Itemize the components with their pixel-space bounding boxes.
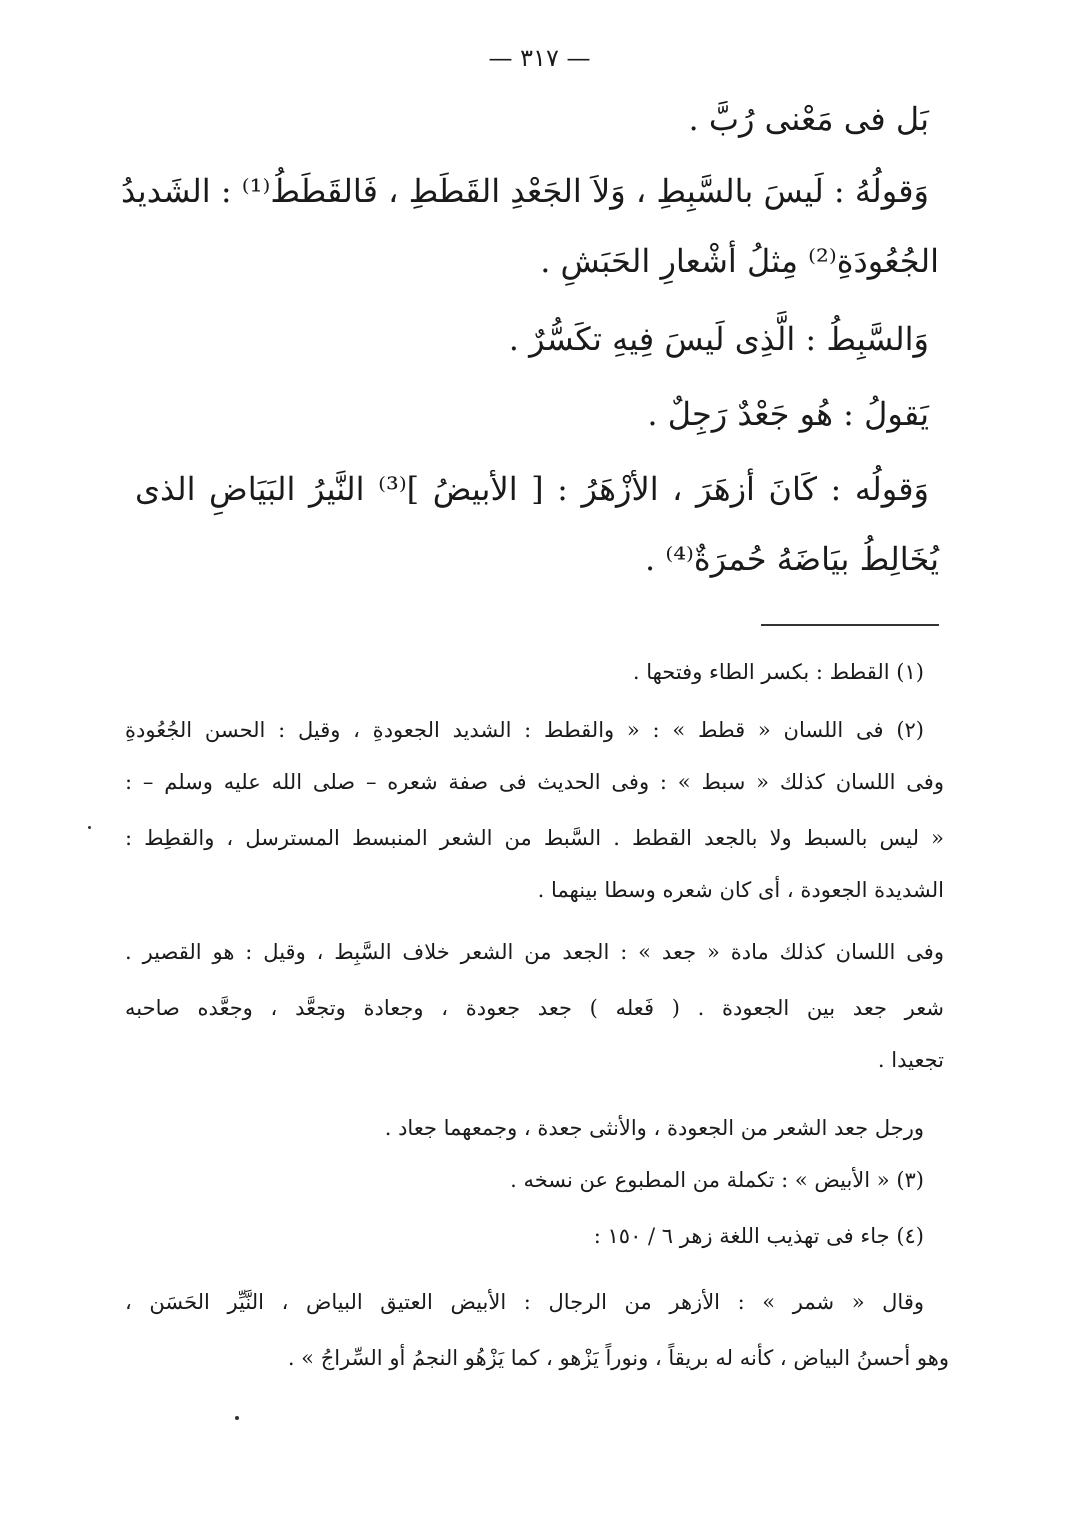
page-number: — ٣١٧ — [488, 44, 591, 72]
main-text-line: وَقولُه : كَانَ أزهَرَ ، الأزْهَرُ : [ الأبيضُ ]⁽³⁾ النَّيرُ البَيَاضِ الذى [135, 470, 930, 508]
footnote-line: (٤) جاء فى تهذيب اللغة زهر ٦ / ١٥٠ : [593, 1224, 924, 1248]
scan-speck [88, 826, 91, 829]
main-text-line: الجُعُودَةِ⁽²⁾ مِثلُ أشْعارِ الحَبَشِ . [540, 242, 939, 280]
footnote-line: (٢) فى اللسان « قطط » : « والقطط : الشديد الجعودةِ ، وقيل : الحسن الجُعُودةِ [125, 718, 924, 742]
footnote-line: تجعيدا . [877, 1048, 944, 1072]
footnote-line: (١) القطط : بكسر الطاء وفتحها . [632, 660, 924, 684]
footnote-separator [761, 624, 939, 626]
footnote-line: شعر جعد بين الجعودة . ( فَعله ) جعد جعودة ، وجعادة وتجعَّد ، وجعَّده صاحبه [125, 996, 944, 1020]
main-text-line: وَقولُهُ : لَيسَ بالسَّبِطِ ، وَلاَ الجَعْدِ القَطَطِ ، فَالقَطَطُ⁽¹⁾ : الشَديدُ [120, 172, 929, 210]
scan-speck [235, 1416, 239, 1420]
footnote-line: وقال « شمر » : الأزهر من الرجال : الأبيض العتيق البياض ، النَّيِّر الحَسَن ، [125, 1290, 924, 1314]
main-text-line: وَالسَّبِطُ : الَّذِى لَيسَ فِيهِ تكَسُّرٌ . [508, 320, 929, 358]
footnote-line: ورجل جعد الشعر من الجعودة ، والأنثى جعدة ، وجمعهما جعاد . [384, 1116, 924, 1140]
footnote-line: وفى اللسان كذلك « سبط » : وفى الحديث فى صفة شعره – صلى الله عليه وسلم – : [125, 770, 944, 794]
main-text-line: بَل فى مَعْنى رُبَّ . [688, 100, 929, 138]
footnote-line: الشديدة الجعودة ، أى كان شعره وسطا بينهما . [537, 878, 944, 902]
footnote-line: وفى اللسان كذلك مادة « جعد » : الجعد من الشعر خلاف السَّبِط ، وقيل : هو القصير . [125, 940, 944, 964]
footnote-line: (٣) « الأبيض » : تكملة من المطبوع عن نسخه . [510, 1168, 924, 1192]
footnote-line: « ليس بالسبط ولا بالجعد القطط . السَّبط من الشعر المنبسط المسترسل ، والقطِط : [125, 826, 944, 850]
main-text-line: يُخَالِطُ بيَاضَهُ حُمرَةٌ⁽⁴⁾ . [644, 540, 939, 578]
footnote-line: وهو أحسنُ البياض ، كأنه له بريقاً ، ونوراً يَزْهو ، كما يَزْهُو النجمُ أو السِّراجُ » . [287, 1346, 949, 1370]
main-text-line: يَقولُ : هُو جَعْدٌ رَجِلٌ . [647, 395, 929, 433]
